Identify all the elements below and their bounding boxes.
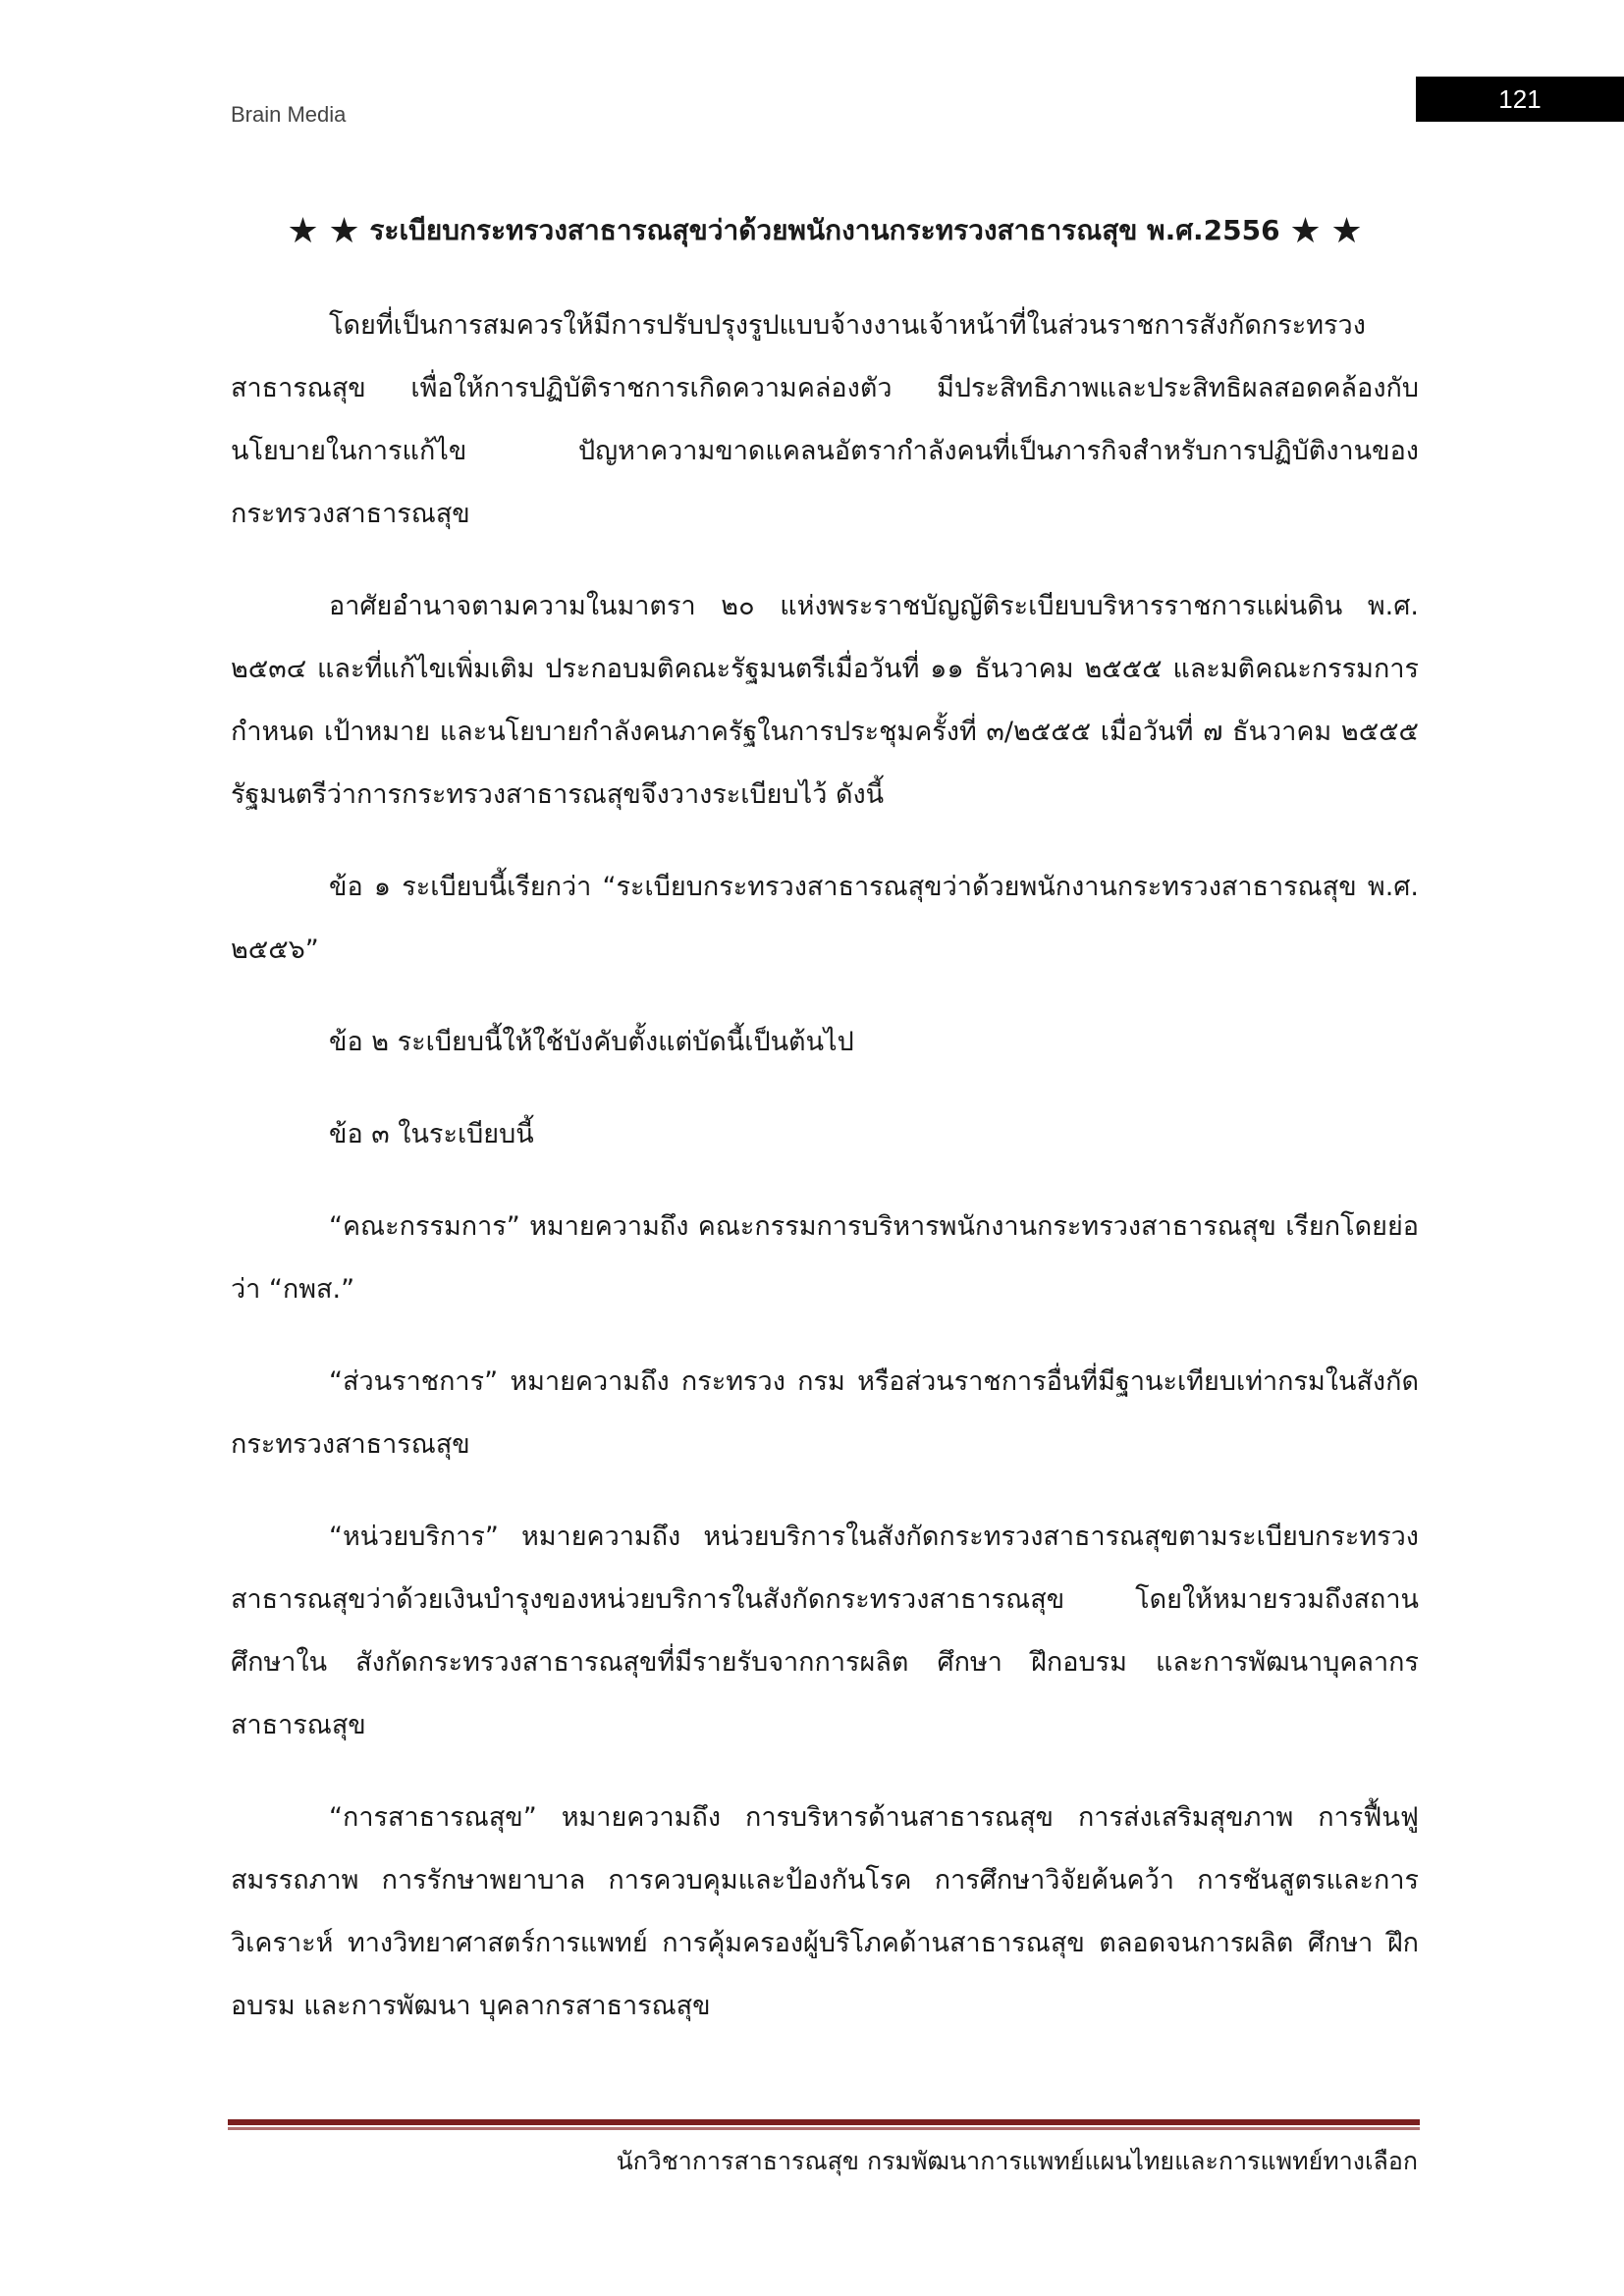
star-icon: ★ [328,211,360,251]
document-body [231,294,1419,2067]
paragraph-authority: อาศัยอำนาจตามความในมาตรา ๒๐ แห่งพระราชบัญญัติระเบียบบริหารราชการแผ่นดิน พ.ศ. ๒๕๓๔ และที่แก้ไขเพิ่มเติม ประกอบมติคณะรัฐมนตรีเมื่อวันที่ ๑๑ ธันวาคม ๒๕๕๕ และมติคณะกรรมการกำหนด เป้าหมาย และนโยบายกำลังคนภาครัฐในการประชุมครั้งที่ ๓/๒๕๕๕ เมื่อวันที่ ๗ ธันวาคม ๒๕๕๕ รัฐมนตรีว่าการกระทรวงสาธารณสุขจึงวางระเบียบไว้ ดังนี้ [231,591,1419,810]
definition-committee: “คณะกรรมการ” หมายความถึง คณะกรรมการบริหารพนักงานกระทรวงสาธารณสุข เรียกโดยย่อว่า “กพส.” [231,1211,1419,1305]
paragraph-preamble: โดยที่เป็นการสมควรให้มีการปรับปรุงรูปแบบจ้างงานเจ้าหน้าที่ในส่วนราชการสังกัดกระทรวงสาธารณสุข เพื่อให้การปฏิบัติราชการเกิดความคล่องตัว มีประสิทธิภาพและประสิทธิผลสอดคล้องกับนโยบายในการแก้ไข ปัญหาความขาดแคลนอัตรากำลังคนที่เป็นภารกิจสำหรับการปฏิบัติงานของกระทรวงสาธารณสุข [231,310,1419,529]
paragraph-clause-3: ข้อ ๓ ในระเบียบนี้ [329,1119,534,1149]
footer-text: นักวิชาการสาธารณสุข กรมพัฒนาการแพทย์แผนไทยและการแพทย์ทางเลือก [616,2147,1418,2175]
paragraph-clause-1: ข้อ ๑ ระเบียบนี้เรียกว่า “ระเบียบกระทรวงสาธารณสุขว่าด้วยพนักงานกระทรวงสาธารณสุข พ.ศ. ๒๕๕๖” [231,872,1419,965]
footer-divider-thin [228,2127,1420,2130]
paragraph-clause-2: ข้อ ๒ ระเบียบนี้ให้ใช้บังคับตั้งแต่บัดนี้เป็นต้นไป [329,1027,854,1057]
document-title [231,208,1419,254]
definition-service-unit: “หน่วยบริการ” หมายความถึง หน่วยบริการในสังกัดกระทรวงสาธารณสุขตามระเบียบกระทรวงสาธารณสุขว่าด้วยเงินบำรุงของหน่วยบริการในสังกัดกระทรวงสาธารณสุข โดยให้หมายรวมถึงสถานศึกษาใน สังกัดกระทรวงสาธารณสุขที่มีรายรับจากการผลิต ศึกษา ฝึกอบรม และการพัฒนาบุคลากรสาธารณสุข [231,1522,1419,1740]
footer-divider [228,2119,1420,2125]
star-icon: ★ [1330,211,1363,251]
title-text: ระเบียบกระทรวงสาธารณสุขว่าด้วยพนักงานกระทรวงสาธารณสุข พ.ศ.2556 [369,214,1280,246]
star-icon: ★ [287,211,319,251]
definition-public-health: “การสาธารณสุข” หมายความถึง การบริหารด้านสาธารณสุข การส่งเสริมสุขภาพ การฟื้นฟูสมรรถภาพ การรักษาพยาบาล การควบคุมและป้องกันโรค การศึกษาวิจัยค้นคว้า การชันสูตรและการวิเคราะห์ ทางวิทยาศาสตร์การแพทย์ การคุ้มครองผู้บริโภคด้านสาธารณสุข ตลอดจนการผลิต ศึกษา ฝึกอบรม และการพัฒนา บุคลากรสาธารณสุข [231,1802,1419,2021]
star-icon: ★ [1289,211,1322,251]
page-number: 121 [1416,77,1624,122]
brand-name: Brain Media [231,102,347,127]
definition-agency: “ส่วนราชการ” หมายความถึง กระทรวง กรม หรือส่วนราชการอื่นที่มีฐานะเทียบเท่ากรมในสังกัดกระทรวงสาธารณสุข [231,1366,1419,1460]
